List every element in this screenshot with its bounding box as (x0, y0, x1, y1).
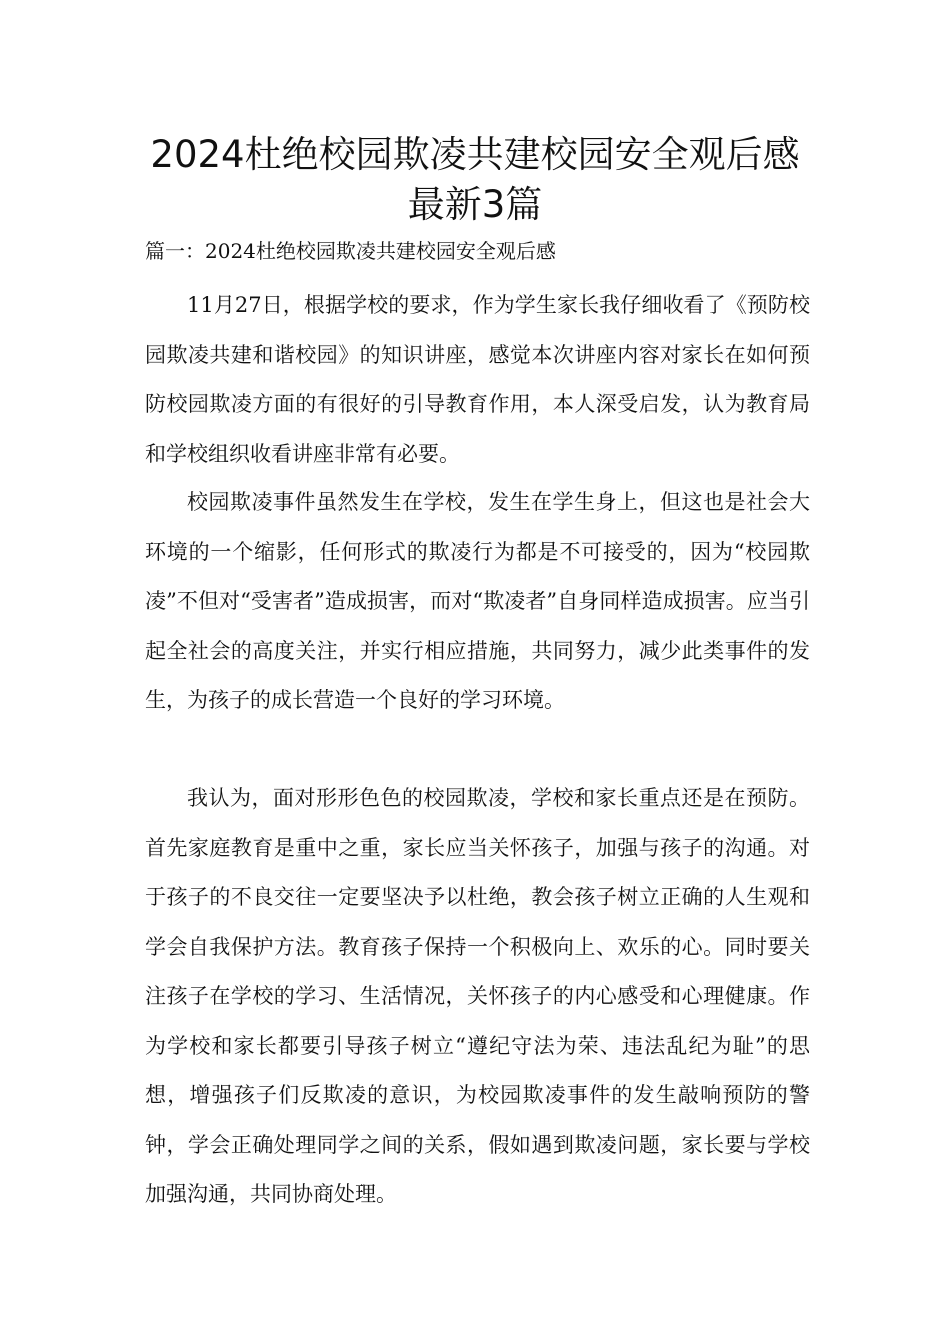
body-paragraph-2: 校园欺凌事件虽然发生在学校，发生在学生身上，但这也是社会大环境的一个缩影，任何形式的欺凌行为都是不可接受的，因为“校园欺凌”不但对“受害者”造成损害，而对“欺凌者”自身同样造成损害。应当引起全社会的高度关注，并实行相应措施，共同努力，减少此类事件的发生，为孩子的成长营造一个良好的学习环境。 (145, 490, 810, 712)
body-paragraph-1: 11月27日，根据学校的要求，作为学生家长我仔细收看了《预防校园欺凌共建和谐校园》的知识讲座，感觉本次讲座内容对家长在如何预防校园欺凌方面的有很好的引导教育作用，本人深受启发，认为教育局和学校组织收看讲座非常有必要。 (145, 293, 810, 466)
section-heading: 篇一：2024杜绝校园欺凌共建校园安全观后感 (145, 239, 556, 263)
document-title-line-1: 2024杜绝校园欺凌共建校园安全观后感 (150, 133, 800, 176)
document-title-line-2: 最新3篇 (407, 183, 543, 226)
body-paragraph-3: 我认为，面对形形色色的校园欺凌，学校和家长重点还是在预防。首先家庭教育是重中之重，家长应当关怀孩子，加强与孩子的沟通。对于孩子的不良交往一定要坚决予以杜绝，教会孩子树立正确的人生观和学会自我保护方法。教育孩子保持一个积极向上、欢乐的心。同时要关注孩子在学校的学习、生活情况，关怀孩子的内心感受和心理健康。作为学校和家长都要引导孩子树立“遵纪守法为荣、违法乱纪为耻”的思想，增强孩子们反欺凌的意识，为校园欺凌事件的发生敲响预防的警钟，学会正确处理同学之间的关系，假如遇到欺凌问题，家长要与学校加强沟通，共同协商处理。 (145, 786, 810, 1206)
